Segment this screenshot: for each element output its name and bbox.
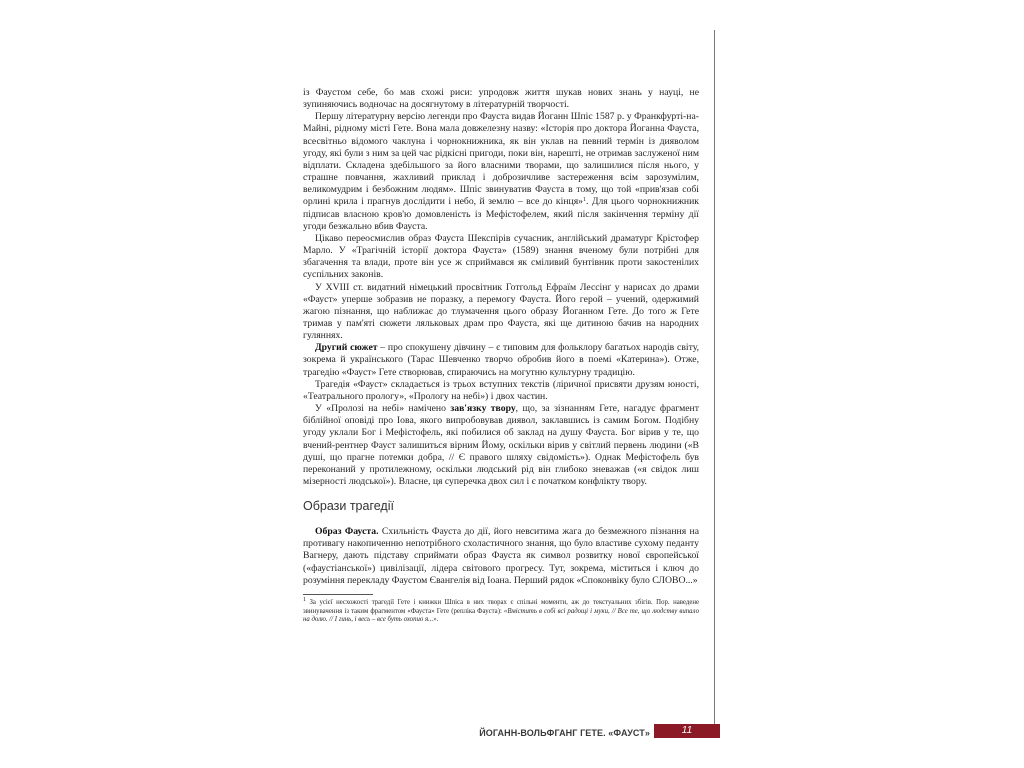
footnote-number: 1: [303, 596, 306, 603]
footnote-ref[interactable]: 1: [583, 197, 586, 204]
paragraph-spies-version: [303, 111, 699, 233]
paragraph-text: , що, за зізнанням Гете, нагадує фрагмент біблійної оповіді про Іова, якого випробовував диявол, заклавшись із самим Богом. Подібну угоду уклали Бог і Мефістофель, які побилися об заклад на душу Фауста. Бог вірив у те, що вчений-рентнер Фауст залишиться вірним Йому, оскільки вірив у світлий первень людини («В душі, що прагне потемки добра, // Є правого шляху свідомість»). Однак Мефістофель був переконаний у протилежному, оскільки людський рід він глибоко зневажав («я свідок лиш мізерності людської»). Власне, ця суперечка двох сил і є початком конфлікту твору.: [303, 403, 699, 487]
page-edge-rule: [714, 30, 715, 738]
footnote: [303, 596, 699, 625]
running-title: ЙОГАНН-ВОЛЬФГАНГ ГЕТЕ. «ФАУСТ»: [479, 728, 650, 738]
paragraph-text: У «Пролозі на небі» намічено: [315, 403, 451, 415]
paragraph-prologue: [303, 403, 699, 488]
term-faust-image: Образ Фауста.: [315, 526, 379, 538]
term-plot-start: зав'язку твору: [450, 403, 516, 415]
footnote-divider: [303, 594, 373, 595]
paragraph-marlowe: Цікаво переосмислив образ Фауста Шекспірів сучасник, англійський драматург Крістофер Марло. У «Трагічній історії доктора Фауста» (1589) знання вченому були потрібні для збагачення та влади, проте він усе ж сприймався як сміливий бунтівник проти закостенілих суспільних законів.: [303, 232, 699, 281]
paragraph-faust-image: [303, 526, 699, 587]
paragraph-structure: Трагедія «Фауст» складається із трьох вступних текстів (ліричної присвяти друзям юності, «Театрального прологу», «Прологу на небі») і двох частин.: [303, 378, 699, 402]
section-heading: Образи трагедії: [303, 499, 394, 514]
term-second-plot: Другий сюжет: [315, 342, 378, 354]
paragraph-continuation: із Фаустом себе, бо мав схожі риси: упродовж життя шукав нових знань у науці, не зупиняючись водночас на досягнутому в літературній творчості.: [303, 87, 699, 111]
paragraph-text: – про спокушену дівчину – є типовим для фольклору багатьох народів світу, зокрема й українського (Тарас Шевченко творчо обробив його в поемі «Катерина»). Отже, трагедію «Фауст» Гете створював, спираючись на могутню культурну традицію.: [303, 342, 699, 378]
paragraph-text: . Для цього чорнокнижник підписав власною кров'ю домовленість із Мефістофелем, який після закінчення терміну дії угоди безжально вбив Фауста.: [303, 196, 699, 232]
page-body: [303, 87, 699, 625]
paragraph-text: Першу літературну версію легенди про Фауста видав Йоганн Шпіс 1587 р. у Франкфурті-на-Майні, рідному місті Гете. Вона мала довжелезну назву: «Історія про доктора Йоганна Фауста, всесвітньо відомого чаклуна і чорнокнижника, як він уклав на певний термін із дияволом угоду, які були з ним за цей час рідкісні пригоди, поки він, нарешті, не отримав заслуженої ним відплати. Складена здебільшого за його власними творами, що залишилися після нього, у страшне повчання, жахливий приклад і доброзичливе застереження всім зарозумілим, великомудрим і безбожним людям». Шпіс звинуватив Фауста в тому, що той «прив'язав собі орлині крила і прагнув дослідити і небо, й землю – все до кінця»: [303, 111, 699, 208]
page-number: 11: [654, 724, 720, 738]
footnote-quote: «Вмістить в собі всі радощі і муки, // Все те, що людству випало на долю. // І гинь, і весь – все буть охопио я...».: [303, 607, 699, 624]
paragraph-lessing: У XVIII ст. видатний німецький просвітник Готгольд Ефраїм Лессінґ у нарисах до драми «Фауст» уперше зобразив не поразку, а перемогу Фауста. Його герой – учений, одержимий жагою пізнання, що наближає до тлумачення цього образу Йоганном Гете. До того ж Гете тримав у пам'яті сюжети ляльковых драм про Фауста, які ще дитиною бачив на народних гуляннях.: [303, 281, 699, 342]
paragraph-text: Схильність Фауста до дії, його невситима жага до безмежного пізнання на противагу накопиченню непотрібного схоластичного знання, що було властиве сухому педанту Вагнеру, дають підставу сприймати образ Фауста як символ розвитку нової європейської («фаустіанської») цивілізації, лідера світового прогресу. Тут, зокрема, міститься і ключ до розуміння перекладу Фаустом Євангелія від Іоана. Перший рядок «Споконвіку було СЛОВО...»: [303, 526, 700, 586]
footnote-text: За усієї несхожості трагедії Гете і книжки Шпіса в них творах є спільні моменти, аж до текстуальних збігів. Пор. наведене звинувачення із таким фрагментом «Фауста» Гете (репліка Фауста):: [303, 598, 699, 615]
paragraph-second-plot: [303, 342, 699, 378]
